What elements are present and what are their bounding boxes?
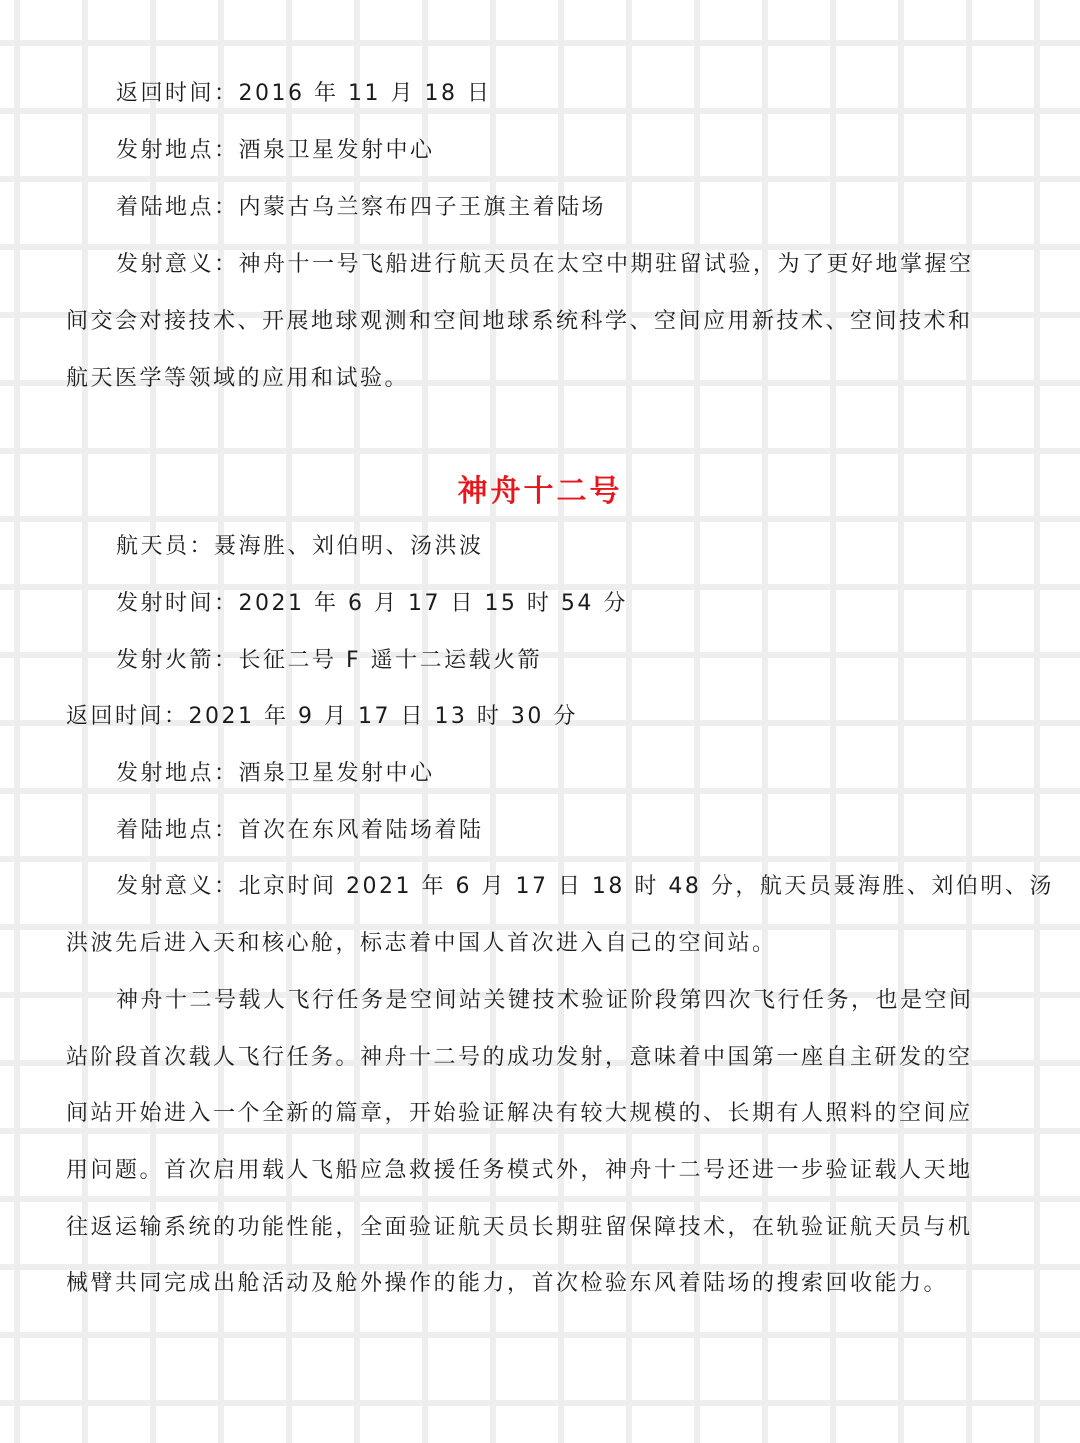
paragraph-line: 神舟十二号载人飞行任务是空间站关键技术验证阶段第四次飞行任务，也是空间 (116, 988, 974, 1013)
significance-line: 间交会对接技术、开展地球观测和空间地球系统科学、空间应用新技术、空间技术和 (66, 309, 973, 334)
launch-site-line: 发射地点：酒泉卫星发射中心 (116, 138, 435, 163)
significance-line: 发射意义：北京时间 2021 年 6 月 17 日 18 时 48 分，航天员聂海胜、刘伯明、汤 (116, 874, 1054, 899)
launch-site-line: 发射地点：酒泉卫星发射中心 (116, 761, 435, 786)
landing-site-line: 着陆地点：内蒙古乌兰察布四子王旗主着陆场 (116, 195, 607, 220)
rocket-line: 发射火箭：长征二号 F 遥十二运载火箭 (116, 648, 543, 673)
significance-line: 发射意义：神舟十一号飞船进行航天员在太空中期驻留试验，为了更好地掌握空 (116, 252, 974, 277)
paragraph-line: 往返运输系统的功能性能，全面验证航天员长期驻留保障技术，在轨验证航天员与机 (66, 1215, 973, 1240)
return-time-line: 返回时间：2021 年 9 月 17 日 13 时 30 分 (66, 704, 578, 729)
paragraph-line: 站阶段首次载人飞行任务。神舟十二号的成功发射，意味着中国第一座自主研发的空 (66, 1045, 973, 1070)
section-title: 神舟十二号 (457, 474, 623, 509)
significance-line: 洪波先后进入天和核心舱，标志着中国人首次进入自己的空间站。 (66, 931, 777, 956)
return-time-line: 返回时间：2016 年 11 月 18 日 (116, 81, 492, 106)
paragraph-line: 用问题。首次启用载人飞船应急救援任务模式外，神舟十二号还进一步验证载人天地 (66, 1158, 973, 1183)
significance-line: 航天医学等领域的应用和试验。 (66, 366, 410, 391)
paragraph-line: 间站开始进入一个全新的篇章，开始验证解决有较大规模的、长期有人照料的空间应 (66, 1101, 973, 1126)
astronauts-line: 航天员：聂海胜、刘伯明、汤洪波 (116, 534, 484, 559)
paragraph-line: 械臂共同完成出舱活动及舱外操作的能力，首次检验东风着陆场的搜索回收能力。 (66, 1271, 949, 1296)
launch-time-line: 发射时间：2021 年 6 月 17 日 15 时 54 分 (116, 591, 628, 616)
landing-site-line: 着陆地点：首次在东风着陆场着陆 (116, 818, 484, 843)
